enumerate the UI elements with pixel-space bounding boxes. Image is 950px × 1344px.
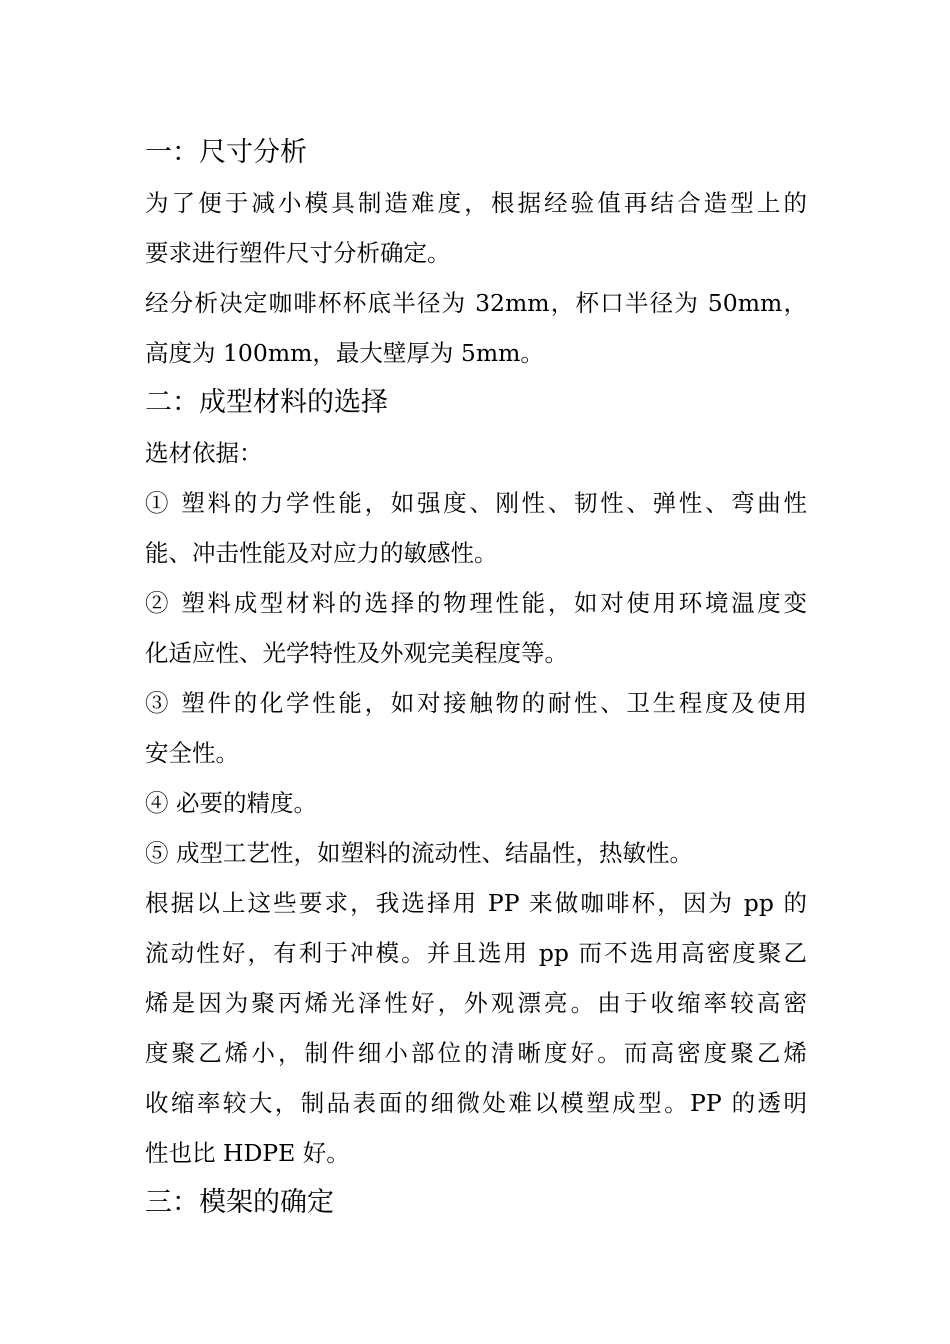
section-heading-material-selection: 二：成型材料的选择 — [145, 387, 388, 418]
text-line: ③ 塑件的化学性能，如对接触物的耐性、卫生程度及使用 — [145, 689, 807, 717]
list-item-1 — [145, 478, 807, 578]
text-line: 能、冲击性能及对应力的敏感性。 — [145, 539, 498, 567]
text-line: 度聚乙烯小，制件细小部位的清晰度好。而高密度聚乙烯 — [145, 1039, 807, 1067]
text-line: ① 塑料的力学性能，如强度、刚性、韧性、弹性、弯曲性 — [145, 489, 807, 517]
text-line: ⑤ 成型工艺性，如塑料的流动性、结晶性，热敏性。 — [145, 839, 693, 867]
paragraph-conclusion — [145, 878, 807, 1178]
text-line: 流动性好，有利于冲模。并且选用 pp 而不选用高密度聚乙 — [145, 939, 807, 967]
list-item-4 — [145, 778, 807, 828]
text-line: 经分析决定咖啡杯杯底半径为 32mm，杯口半径为 50mm， — [145, 289, 807, 317]
text-line: 化适应性、光学特性及外观完美程度等。 — [145, 639, 568, 667]
paragraph-selection-basis — [145, 428, 807, 478]
text-line: 安全性。 — [145, 739, 239, 767]
text-line: 烯是因为聚丙烯光泽性好，外观漂亮。由于收缩率较高密 — [145, 989, 807, 1017]
text-line: 为了便于减小模具制造难度，根据经验值再结合造型上的 — [145, 189, 807, 217]
text-line: ② 塑料成型材料的选择的物理性能，如对使用环境温度变 — [145, 589, 807, 617]
paragraph-intro — [145, 178, 807, 278]
document-page — [145, 128, 807, 1228]
text-line: 要求进行塑件尺寸分析确定。 — [145, 239, 451, 267]
text-line: 根据以上这些要求，我选择用 PP 来做咖啡杯，因为 pp 的 — [145, 889, 807, 917]
text-line: 收缩率较大，制品表面的细微处难以模塑成型。PP 的透明 — [145, 1089, 807, 1117]
text-line: 性也比 HDPE 好。 — [145, 1139, 350, 1167]
list-item-5 — [145, 828, 807, 878]
paragraph-dimensions — [145, 278, 807, 378]
text-line: 选材依据： — [145, 439, 263, 467]
section-heading-mold-base: 三：模架的确定 — [145, 1187, 334, 1218]
text-line: 高度为 100mm，最大壁厚为 5mm。 — [145, 339, 544, 367]
section-heading-size-analysis: 一：尺寸分析 — [145, 137, 307, 168]
text-line: ④ 必要的精度。 — [145, 789, 317, 817]
list-item-2 — [145, 578, 807, 678]
list-item-3 — [145, 678, 807, 778]
